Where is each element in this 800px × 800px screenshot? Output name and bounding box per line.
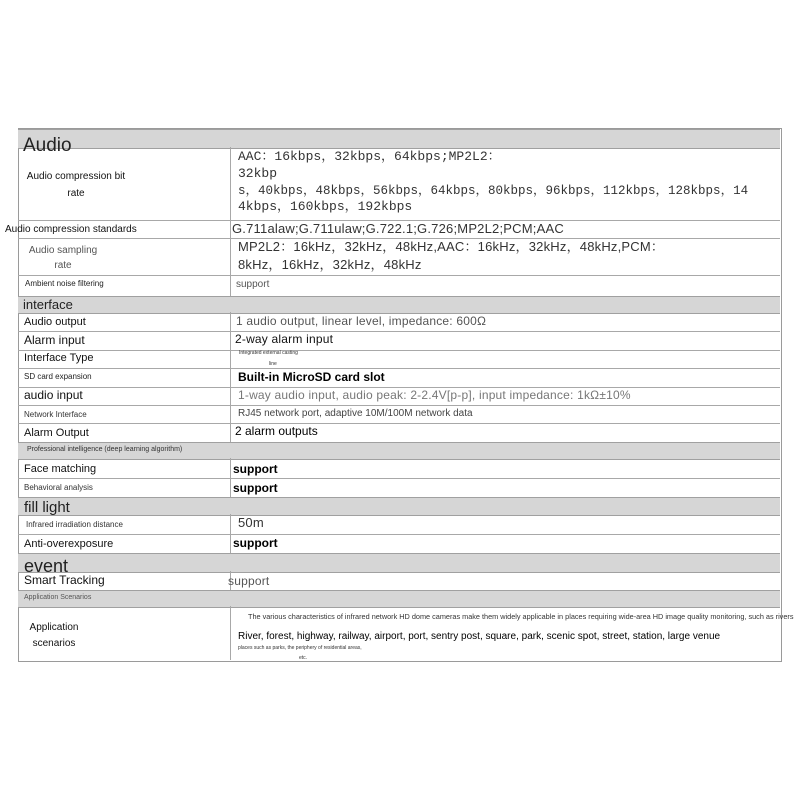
value-anti-overexposure: support	[233, 536, 278, 550]
label-anti-overexposure: Anti-overexposure	[24, 538, 114, 550]
row-divider	[18, 368, 780, 369]
column-divider	[230, 147, 231, 296]
section-bar-audio	[18, 129, 780, 149]
label-behavioral-analysis: Behavioral analysis	[24, 483, 93, 492]
value-application-tail-etc: etc.	[299, 655, 308, 661]
value-alarm-output: 2 alarm outputs	[235, 424, 318, 438]
label-compression-standards: Audio compression standards	[5, 224, 137, 235]
section-title-intelligence: Professional intelligence (deep learning algorithm)	[27, 446, 183, 453]
value-sampling-rate	[238, 240, 664, 273]
value-line: MP2L2：16kHz，32kHz，48kHz,AAC：16kHz，32kHz，48kHz,PCM：	[238, 239, 665, 254]
row-divider	[18, 534, 780, 535]
label-line: scenarios	[32, 637, 76, 649]
section-bar-event	[18, 553, 780, 573]
value-line: line	[269, 360, 277, 367]
value-line: AAC：16kbps，32kbps，64kbps;MP2L2：	[238, 149, 501, 164]
value-compression-bit-rate	[238, 150, 748, 215]
value-line: s，40kbps，48kbps，56kbps，64kbps，80kbps，96kbps，112kbps，128kbps，14	[238, 183, 749, 198]
row-divider	[18, 423, 780, 424]
row-divider	[18, 405, 780, 406]
label-audio-input: audio input	[24, 388, 83, 402]
value-audio-output: 1 audio output, linear level, impedance: 600Ω	[236, 314, 487, 328]
label-audio-output: Audio output	[24, 316, 86, 328]
label-line: rate	[54, 259, 72, 271]
label-network-interface: Network Interface	[24, 410, 87, 419]
label-sd-card: SD card expansion	[24, 372, 92, 381]
section-title-audio: Audio	[23, 135, 72, 156]
section-bar-application	[18, 590, 780, 608]
label-line: rate	[67, 187, 85, 199]
label-line: Application	[29, 622, 79, 633]
value-audio-input: 1-way audio input, audio peak: 2-2.4V[p-p], input impedance: 1kΩ±10%	[238, 388, 631, 402]
label-compression-bit-rate	[18, 171, 134, 199]
row-divider	[18, 275, 780, 276]
label-interface-type: Interface Type	[24, 352, 94, 364]
value-line: 4kbps，160kbps，192kbps	[238, 199, 413, 215]
value-sd-card: Built-in MicroSD card slot	[238, 370, 385, 384]
label-alarm-input: Alarm input	[24, 333, 85, 347]
column-divider	[230, 458, 231, 497]
row-divider	[18, 350, 780, 351]
value-line: Integrated external casting	[239, 350, 298, 356]
value-application-tail: places such as parks, the periphery of residential areas,	[238, 645, 362, 651]
row-divider	[18, 478, 780, 479]
value-application-places: River, forest, highway, railway, airport, port, sentry post, square, park, scenic spot, street, station, large venue	[238, 631, 721, 642]
value-network-interface: RJ45 network port, adaptive 10M/100M network data	[238, 408, 473, 419]
section-bar-interface	[18, 296, 780, 314]
value-noise-filtering: support	[236, 279, 270, 290]
label-line: Audio compression bit	[26, 171, 126, 182]
value-face-matching: support	[233, 462, 278, 476]
value-line: 32kbp	[238, 165, 278, 181]
value-smart-tracking: support	[228, 574, 270, 588]
label-application-scenarios	[18, 622, 90, 649]
label-noise-filtering: Ambient noise filtering	[25, 279, 104, 288]
section-title-event: event	[24, 556, 69, 576]
column-divider	[230, 312, 231, 442]
section-title-interface: interface	[23, 297, 73, 312]
column-divider	[230, 514, 231, 553]
label-alarm-output: Alarm Output	[24, 427, 89, 439]
value-ir-distance: 50m	[238, 515, 264, 530]
value-behavioral-analysis: support	[233, 481, 278, 495]
value-application-desc: The various characteristics of infrared network HD dome cameras make them widely applicable in places requiring wide-area HD image quality monitoring, such as rivers	[248, 612, 794, 621]
label-line: Audio sampling	[28, 245, 98, 256]
section-title-application: Application Scenarios	[24, 594, 92, 601]
label-sampling-rate	[18, 245, 108, 271]
label-smart-tracking: Smart Tracking	[24, 573, 105, 587]
label-ir-distance: Infrared irradiation distance	[26, 520, 123, 529]
label-face-matching: Face matching	[24, 463, 97, 475]
section-title-fill-light: fill light	[24, 499, 70, 516]
value-compression-standards: G.711alaw;G.711ulaw;G.722.1;G.726;MP2L2;PCM;AAC	[232, 221, 564, 236]
column-divider	[230, 606, 231, 660]
section-bar-fill-light	[18, 497, 780, 516]
value-interface-type	[239, 351, 298, 368]
row-divider	[18, 331, 780, 332]
value-alarm-input: 2-way alarm input	[235, 332, 334, 346]
value-line: 8kHz，16kHz，32kHz，48kHz	[238, 256, 422, 272]
